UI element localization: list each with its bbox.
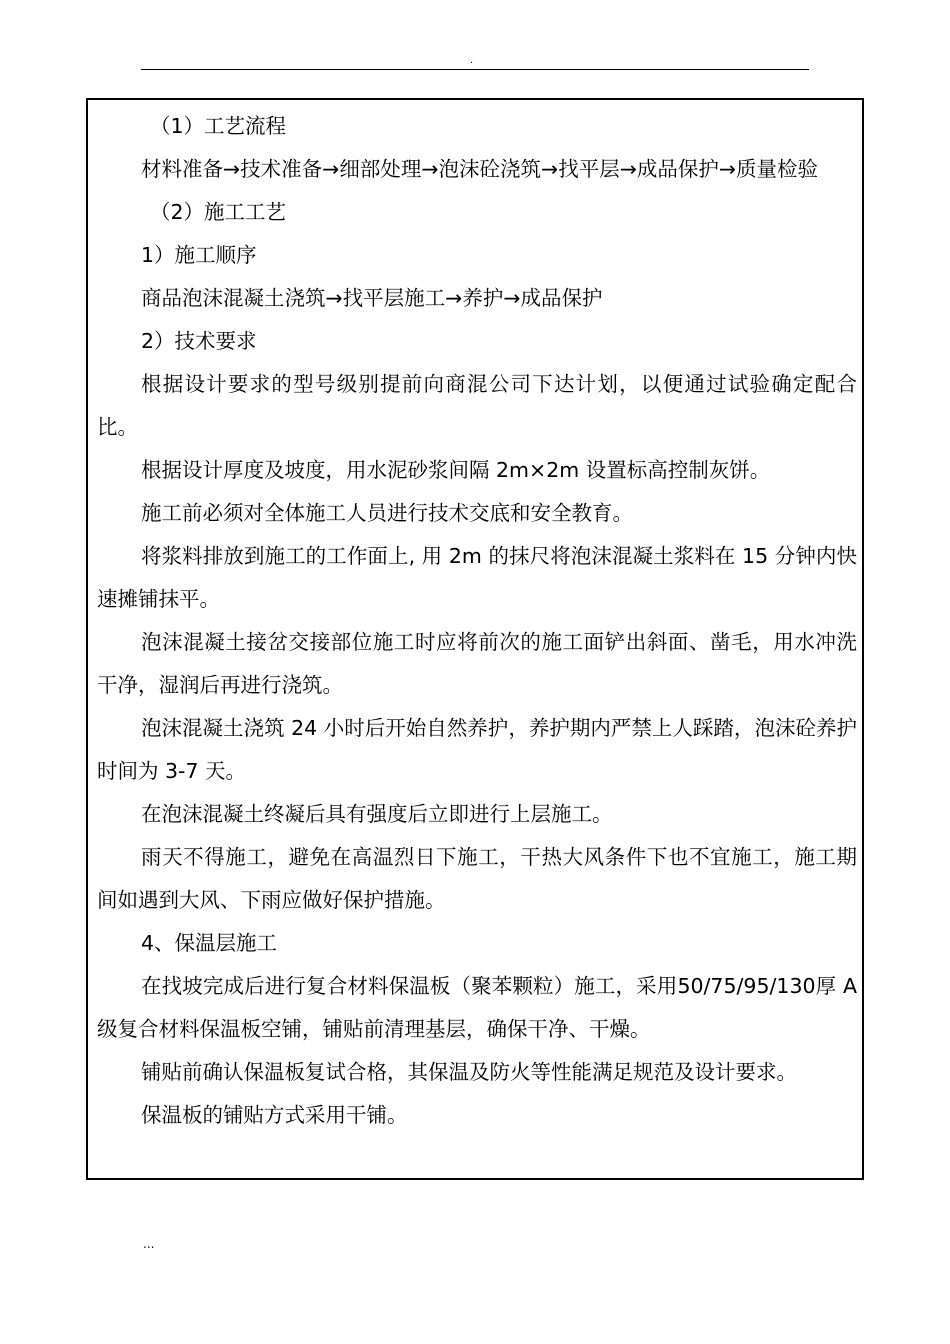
process-flow-text: 材料准备→技术准备→细部处理→泡沫砼浇筑→找平层→成品保护→质量检验 (141, 157, 819, 181)
subheading-technical-requirements: 2）技术要求 (141, 329, 257, 353)
subheading-construction-sequence: 1）施工顺序 (141, 243, 257, 267)
paragraph: 根据设计要求的型号级别提前向商混公司下达计划，以便通过试验确定配合比。 (97, 372, 857, 439)
header-mark: . (470, 55, 474, 66)
paragraph: 施工前必须对全体施工人员进行技术交底和安全教育。 (141, 501, 633, 525)
paragraph: 雨天不得施工，避免在高温烈日下施工，干热大风条件下也不宜施工，施工期间如遇到大风、下雨应做好保护措施。 (97, 845, 857, 912)
paragraph: 在找坡完成后进行复合材料保温板（聚苯颗粒）施工，采用50/75/95/130厚 A 级复合材料保温板空铺，铺贴前清理基层，确保干净、干燥。 (97, 974, 857, 1041)
footer-mark: ... (143, 1237, 155, 1251)
section-heading-insulation-layer: 4、保温层施工 (141, 931, 278, 955)
paragraph: 将浆料排放到施工的工作面上, 用 2m 的抹尺将泡沫混凝土浆料在 15 分钟内快速摊铺抹平。 (97, 544, 857, 611)
header-rule (141, 69, 809, 70)
paragraph: 在泡沫混凝土终凝后具有强度后立即进行上层施工。 (141, 802, 613, 826)
construction-sequence-text: 商品泡沫混凝土浇筑→找平层施工→养护→成品保护 (141, 286, 603, 310)
document-body (97, 105, 857, 1137)
paragraph: 泡沫混凝土浇筑 24 小时后开始自然养护，养护期内严禁上人踩踏，泡沫砼养护时间为 3-7 天。 (97, 716, 857, 783)
section-heading-process-flow: （1）工艺流程 (150, 114, 287, 138)
section-heading-construction-process: （2）施工工艺 (150, 200, 287, 224)
paragraph: 根据设计厚度及坡度，用水泥砂浆间隔 2m×2m 设置标高控制灰饼。 (141, 458, 771, 482)
paragraph: 保温板的铺贴方式采用干铺。 (141, 1103, 408, 1127)
paragraph: 泡沫混凝土接岔交接部位施工时应将前次的施工面铲出斜面、凿毛，用水冲洗干净，湿润后再进行浇筑。 (97, 630, 857, 697)
paragraph: 铺贴前确认保温板复试合格，其保温及防火等性能满足规范及设计要求。 (141, 1060, 797, 1084)
